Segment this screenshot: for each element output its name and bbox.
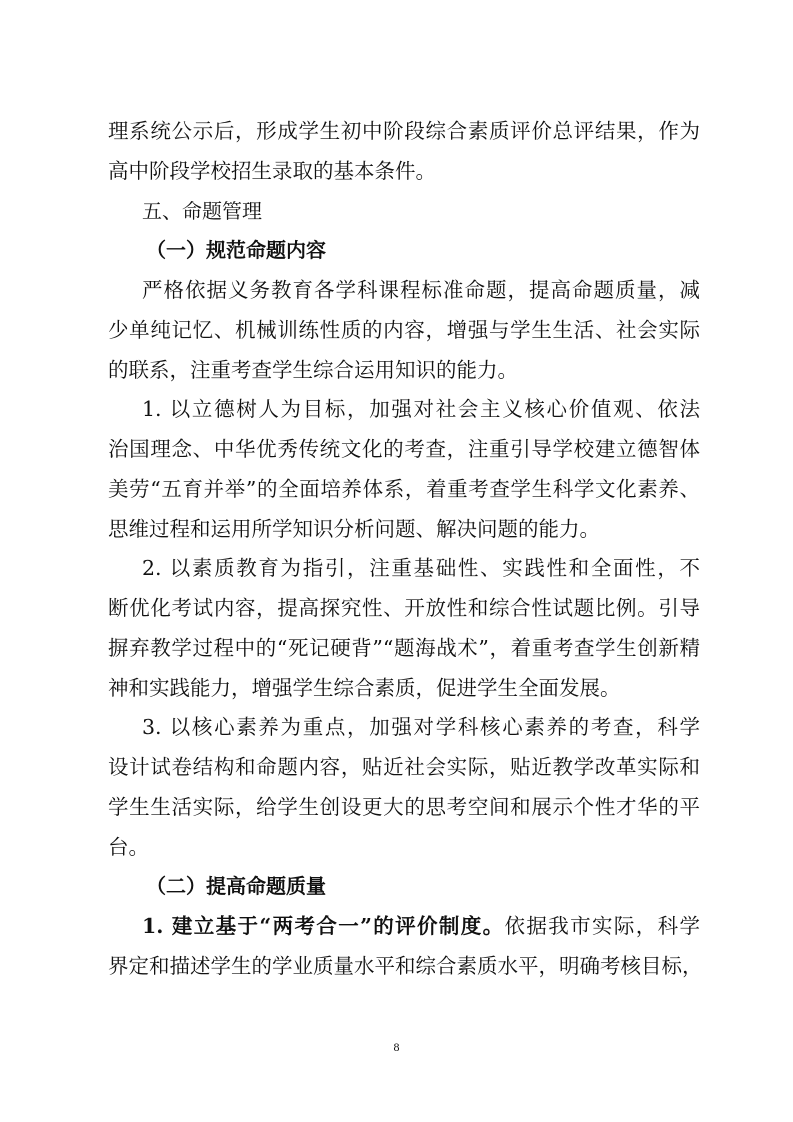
page-number: 8 — [393, 1040, 400, 1054]
text-line: 神和实践能力，增强学生综合素质，促进学生全面发展。 — [108, 675, 621, 700]
text-line: 治国理念、中华优秀传统文化的考查，注重引导学校建立德智体 — [108, 437, 700, 461]
text-line: 1. 以立德树人为目标，加强对社会主义核心价值观、依法 — [142, 397, 700, 422]
text-line: 理系统公示后，形成学生初中阶段综合素质评价总评结果，作为 — [108, 119, 700, 143]
subsection-heading: （一）规范命题内容 — [146, 238, 326, 263]
text-line: 摒弃教学过程中的“死记硬背”“题海战术”，着重考查学生创新精 — [108, 635, 700, 660]
text-line: 台。 — [108, 834, 149, 859]
text-line: 严格依据义务教育各学科课程标准命题，提高命题质量，减 — [142, 278, 700, 302]
text-line: 3. 以核心素养为重点，加强对学科核心素养的考查，科学 — [142, 715, 700, 740]
text-line: 思维过程和运用所学知识分析问题、解决问题的能力。 — [108, 516, 600, 541]
text-line: 2. 以素质教育为指引，注重基础性、实践性和全面性，不 — [142, 556, 700, 581]
text-line: 学生生活实际，给学生创设更大的思考空间和展示个性才华的平 — [108, 794, 700, 819]
text-line: 高中阶段学校招生录取的基本条件。 — [108, 158, 436, 183]
text-line: 少单纯记忆、机械训练性质的内容，增强与学生生活、社会实际 — [108, 317, 700, 342]
text-line — [108, 907, 700, 947]
text-line: 界定和描述学生的学业质量水平和综合素质水平，明确考核目标， — [108, 953, 703, 978]
text-line: 的联系，注重考查学生综合运用知识的能力。 — [108, 357, 518, 382]
text-line: 设计试卷结构和命题内容，贴近社会实际，贴近教学改革实际和 — [108, 755, 700, 779]
subsection-heading: （二）提高命题质量 — [146, 874, 326, 899]
text-run: 依据我市实际，科学 — [504, 914, 700, 938]
page-body — [108, 112, 703, 987]
text-line: 美劳“五育并举”的全面培养体系，着重考查学生科学文化素养、 — [108, 476, 700, 501]
text-line: 断优化考试内容，提高探究性、开放性和综合性试题比例。引导 — [108, 596, 700, 620]
bold-lead-text: 1. 建立基于“两考合一”的评价制度。 — [142, 914, 505, 938]
section-heading: 五、命题管理 — [142, 198, 262, 223]
